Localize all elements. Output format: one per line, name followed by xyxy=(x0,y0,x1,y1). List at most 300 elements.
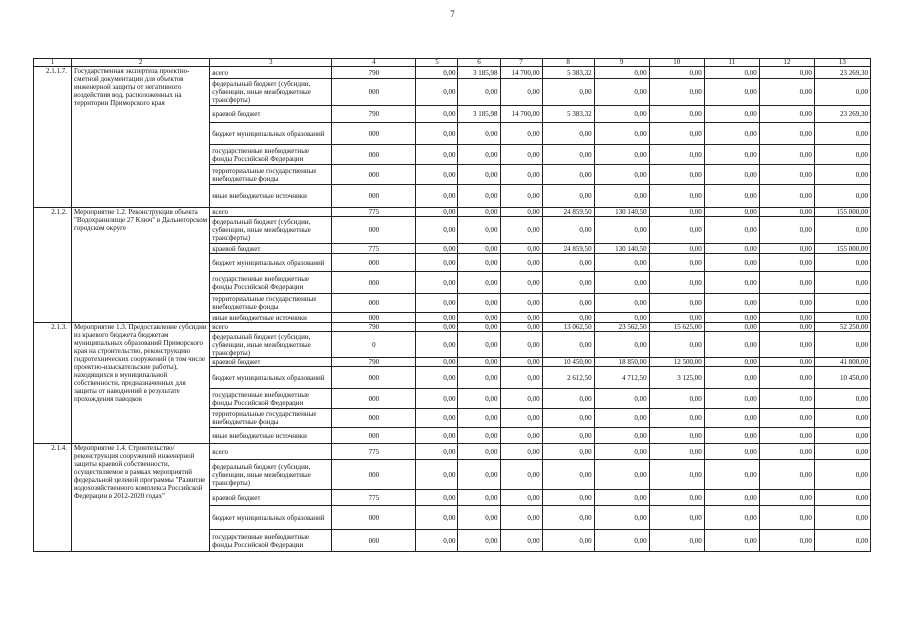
amount-cell: 0,00 xyxy=(704,254,759,272)
amount-cell: 0,00 xyxy=(594,506,649,530)
funding-source: всего xyxy=(210,67,332,79)
item-number: 2.1.3. xyxy=(34,323,72,444)
funding-source: иные внебюджетные источники xyxy=(210,428,332,444)
amount-cell: 0,00 xyxy=(542,145,594,165)
amount-cell: 0,00 xyxy=(759,530,814,552)
amount-cell: 0,00 xyxy=(759,367,814,389)
amount-cell: 0,00 xyxy=(759,323,814,332)
funding-source: федеральный бюджет (субсидии, субвенции, иные межбюджетные трансферты) xyxy=(210,79,332,106)
amount-cell: 23 562,50 xyxy=(594,323,649,332)
funding-source: государственные внебюджетные фонды Российской Федерации xyxy=(210,530,332,552)
amount-cell: 13 062,50 xyxy=(542,323,594,332)
amount-cell: 0,00 xyxy=(500,444,542,460)
budget-code: 790 xyxy=(332,106,416,123)
amount-cell: 0,00 xyxy=(416,208,458,217)
amount-cell: 0,00 xyxy=(704,444,759,460)
amount-cell: 0,00 xyxy=(594,428,649,444)
budget-code: 000 xyxy=(332,272,416,294)
amount-cell: 0,00 xyxy=(704,358,759,367)
amount-cell: 0,00 xyxy=(704,428,759,444)
amount-cell: 0,00 xyxy=(500,358,542,367)
amount-cell: 52 250,00 xyxy=(814,323,870,332)
amount-cell: 0,00 xyxy=(814,460,870,490)
amount-cell: 0,00 xyxy=(416,165,458,185)
amount-cell: 0,00 xyxy=(704,79,759,106)
amount-cell: 0,00 xyxy=(814,217,870,244)
item-name: Мероприятие 1.3. Предоставление субсидии из краевого бюджета бюджетам муниципальных образований Приморского края на строительство, реконструкцию гидротехнических сооружений (в том числе проектно-изыскательские работы), находящихся в муниципальной собственности, предназначенных для защиты от наводнений в результате прохождения паводков xyxy=(72,323,210,444)
budget-code: 000 xyxy=(332,530,416,552)
item-name: Государственная экспертиза проектно-сметной документации для объектов инженерной защиты от негативного воздействия вод, расположенных на территории Приморского края xyxy=(72,67,210,208)
budget-code: 000 xyxy=(332,165,416,185)
funding-source: краевой бюджет xyxy=(210,490,332,506)
amount-cell: 0,00 xyxy=(542,185,594,208)
amount-cell: 0,00 xyxy=(416,123,458,145)
amount-cell: 0,00 xyxy=(416,254,458,272)
table-body xyxy=(34,67,871,552)
amount-cell: 0,00 xyxy=(500,389,542,409)
amount-cell: 0,00 xyxy=(759,294,814,313)
amount-cell: 0,00 xyxy=(594,313,649,323)
amount-cell: 0,00 xyxy=(759,272,814,294)
amount-cell: 0,00 xyxy=(814,272,870,294)
amount-cell: 0,00 xyxy=(500,332,542,358)
budget-code: 000 xyxy=(332,389,416,409)
budget-code: 775 xyxy=(332,208,416,217)
funding-source: бюджет муниципальных образований xyxy=(210,254,332,272)
amount-cell: 14 700,00 xyxy=(500,106,542,123)
amount-cell: 0,00 xyxy=(542,294,594,313)
amount-cell: 0,00 xyxy=(704,332,759,358)
amount-cell: 0,00 xyxy=(594,444,649,460)
amount-cell: 0,00 xyxy=(542,254,594,272)
funding-source: иные внебюджетные источники xyxy=(210,313,332,323)
budget-table xyxy=(33,58,871,552)
amount-cell: 0,00 xyxy=(649,79,704,106)
amount-cell: 0,00 xyxy=(542,165,594,185)
item-number: 2.1.2. xyxy=(34,208,72,323)
amount-cell: 0,00 xyxy=(416,145,458,165)
table-row xyxy=(34,444,871,460)
amount-cell: 155 000,00 xyxy=(814,244,870,254)
amount-cell: 0,00 xyxy=(500,272,542,294)
amount-cell: 0,00 xyxy=(594,217,649,244)
amount-cell: 0,00 xyxy=(500,217,542,244)
amount-cell: 0,00 xyxy=(542,530,594,552)
amount-cell: 0,00 xyxy=(594,490,649,506)
amount-cell: 0,00 xyxy=(814,490,870,506)
amount-cell: 14 700,00 xyxy=(500,67,542,79)
amount-cell: 0,00 xyxy=(759,185,814,208)
amount-cell: 0,00 xyxy=(594,294,649,313)
amount-cell: 0,00 xyxy=(416,185,458,208)
amount-cell: 0,00 xyxy=(704,165,759,185)
amount-cell: 0,00 xyxy=(814,332,870,358)
header-cell: 3 xyxy=(210,59,332,67)
amount-cell: 0,00 xyxy=(649,332,704,358)
amount-cell: 0,00 xyxy=(649,185,704,208)
amount-cell: 0,00 xyxy=(759,67,814,79)
item-name: Мероприятие 1.2. Реконструкция объекта "Водохранилище 27 Ключ" в Дальнегорском городском округе xyxy=(72,208,210,323)
budget-code: 000 xyxy=(332,367,416,389)
amount-cell: 0,00 xyxy=(704,530,759,552)
amount-cell: 0,00 xyxy=(759,244,814,254)
funding-source: территориальные государственные внебюджетные фонды xyxy=(210,294,332,313)
amount-cell: 0,00 xyxy=(759,254,814,272)
amount-cell: 0,00 xyxy=(759,79,814,106)
amount-cell: 24 859,50 xyxy=(542,208,594,217)
amount-cell: 0,00 xyxy=(458,208,500,217)
amount-cell: 0,00 xyxy=(416,313,458,323)
amount-cell: 0,00 xyxy=(542,389,594,409)
amount-cell: 0,00 xyxy=(649,389,704,409)
amount-cell: 3 185,98 xyxy=(458,106,500,123)
amount-cell: 0,00 xyxy=(416,358,458,367)
header-row xyxy=(34,59,871,67)
amount-cell: 0,00 xyxy=(500,254,542,272)
amount-cell: 0,00 xyxy=(594,185,649,208)
amount-cell: 0,00 xyxy=(416,444,458,460)
amount-cell: 0,00 xyxy=(814,530,870,552)
funding-source: всего xyxy=(210,323,332,332)
amount-cell: 0,00 xyxy=(759,358,814,367)
budget-code: 000 xyxy=(332,185,416,208)
amount-cell: 0,00 xyxy=(542,506,594,530)
amount-cell: 0,00 xyxy=(500,323,542,332)
amount-cell: 0,00 xyxy=(416,389,458,409)
amount-cell: 0,00 xyxy=(458,409,500,428)
amount-cell: 0,00 xyxy=(814,145,870,165)
amount-cell: 0,00 xyxy=(649,444,704,460)
amount-cell: 0,00 xyxy=(458,428,500,444)
amount-cell: 0,00 xyxy=(458,244,500,254)
funding-source: краевой бюджет xyxy=(210,358,332,367)
amount-cell: 0,00 xyxy=(500,145,542,165)
header-cell: 2 xyxy=(72,59,210,67)
header-cell: 11 xyxy=(704,59,759,67)
amount-cell: 0,00 xyxy=(416,428,458,444)
amount-cell: 0,00 xyxy=(704,294,759,313)
budget-code: 000 xyxy=(332,313,416,323)
budget-code: 000 xyxy=(332,409,416,428)
amount-cell: 0,00 xyxy=(704,323,759,332)
amount-cell: 0,00 xyxy=(704,460,759,490)
amount-cell: 0,00 xyxy=(759,332,814,358)
amount-cell: 0,00 xyxy=(649,106,704,123)
amount-cell: 0,00 xyxy=(704,367,759,389)
amount-cell: 0,00 xyxy=(458,79,500,106)
amount-cell: 0,00 xyxy=(458,185,500,208)
amount-cell: 0,00 xyxy=(500,506,542,530)
amount-cell: 0,00 xyxy=(759,165,814,185)
amount-cell: 0,00 xyxy=(500,165,542,185)
amount-cell: 0,00 xyxy=(649,254,704,272)
table-row xyxy=(34,67,871,79)
amount-cell: 0,00 xyxy=(704,145,759,165)
amount-cell: 0,00 xyxy=(814,254,870,272)
amount-cell: 0,00 xyxy=(416,506,458,530)
amount-cell: 5 383,32 xyxy=(542,106,594,123)
amount-cell: 0,00 xyxy=(649,67,704,79)
budget-code: 000 xyxy=(332,145,416,165)
amount-cell: 0,00 xyxy=(649,272,704,294)
funding-source: бюджет муниципальных образований xyxy=(210,367,332,389)
amount-cell: 0,00 xyxy=(458,460,500,490)
funding-source: территориальные государственные внебюджетные фонды xyxy=(210,409,332,428)
budget-code: 000 xyxy=(332,428,416,444)
amount-cell: 0,00 xyxy=(458,145,500,165)
funding-source: всего xyxy=(210,208,332,217)
budget-code: 790 xyxy=(332,67,416,79)
amount-cell: 0,00 xyxy=(416,460,458,490)
amount-cell: 0,00 xyxy=(814,185,870,208)
amount-cell: 0,00 xyxy=(416,323,458,332)
amount-cell: 0,00 xyxy=(416,332,458,358)
amount-cell: 0,00 xyxy=(649,490,704,506)
funding-source: бюджет муниципальных образований xyxy=(210,506,332,530)
amount-cell: 0,00 xyxy=(500,79,542,106)
budget-code: 775 xyxy=(332,444,416,460)
funding-source: краевой бюджет xyxy=(210,106,332,123)
amount-cell: 10 450,00 xyxy=(542,358,594,367)
amount-cell: 0,00 xyxy=(814,428,870,444)
amount-cell: 23 269,30 xyxy=(814,106,870,123)
amount-cell: 0,00 xyxy=(704,208,759,217)
amount-cell: 0,00 xyxy=(594,165,649,185)
amount-cell: 0,00 xyxy=(759,444,814,460)
amount-cell: 0,00 xyxy=(416,106,458,123)
amount-cell: 0,00 xyxy=(500,530,542,552)
amount-cell: 0,00 xyxy=(416,244,458,254)
amount-cell: 0,00 xyxy=(759,506,814,530)
header-cell: 10 xyxy=(649,59,704,67)
budget-code: 000 xyxy=(332,254,416,272)
funding-source: государственные внебюджетные фонды Российской Федерации xyxy=(210,389,332,409)
budget-code: 775 xyxy=(332,490,416,506)
page-number: 7 xyxy=(450,9,455,19)
amount-cell: 0,00 xyxy=(814,506,870,530)
budget-code: 0 xyxy=(332,332,416,358)
header-cell: 7 xyxy=(500,59,542,67)
amount-cell: 0,00 xyxy=(416,409,458,428)
amount-cell: 0,00 xyxy=(500,244,542,254)
amount-cell: 0,00 xyxy=(814,165,870,185)
amount-cell: 0,00 xyxy=(416,79,458,106)
amount-cell: 0,00 xyxy=(500,123,542,145)
amount-cell: 0,00 xyxy=(649,145,704,165)
budget-code: 000 xyxy=(332,506,416,530)
header-cell: 6 xyxy=(458,59,500,67)
amount-cell: 0,00 xyxy=(759,428,814,444)
amount-cell: 0,00 xyxy=(704,490,759,506)
funding-source: территориальные государственные внебюджетные фонды xyxy=(210,165,332,185)
amount-cell: 0,00 xyxy=(649,428,704,444)
amount-cell: 0,00 xyxy=(594,332,649,358)
amount-cell: 0,00 xyxy=(594,106,649,123)
amount-cell: 0,00 xyxy=(649,313,704,323)
amount-cell: 0,00 xyxy=(500,409,542,428)
amount-cell: 0,00 xyxy=(500,428,542,444)
amount-cell: 12 500,00 xyxy=(649,358,704,367)
item-number: 2.1.4. xyxy=(34,444,72,552)
header-cell: 13 xyxy=(814,59,870,67)
amount-cell: 0,00 xyxy=(458,272,500,294)
funding-source: федеральный бюджет (субсидии, субвенции, иные межбюджетные трансферты) xyxy=(210,460,332,490)
header-cell: 1 xyxy=(34,59,72,67)
budget-code: 775 xyxy=(332,244,416,254)
budget-code: 000 xyxy=(332,123,416,145)
amount-cell: 0,00 xyxy=(458,506,500,530)
amount-cell: 0,00 xyxy=(416,294,458,313)
amount-cell: 0,00 xyxy=(416,490,458,506)
funding-source: государственные внебюджетные фонды Российской Федерации xyxy=(210,272,332,294)
amount-cell: 0,00 xyxy=(500,460,542,490)
amount-cell: 0,00 xyxy=(542,272,594,294)
amount-cell: 0,00 xyxy=(594,79,649,106)
amount-cell: 0,00 xyxy=(458,389,500,409)
amount-cell: 0,00 xyxy=(542,444,594,460)
amount-cell: 0,00 xyxy=(704,217,759,244)
amount-cell: 0,00 xyxy=(649,409,704,428)
amount-cell: 0,00 xyxy=(704,244,759,254)
amount-cell: 0,00 xyxy=(458,332,500,358)
amount-cell: 0,00 xyxy=(458,367,500,389)
amount-cell: 0,00 xyxy=(814,294,870,313)
amount-cell: 0,00 xyxy=(759,389,814,409)
amount-cell: 0,00 xyxy=(458,294,500,313)
amount-cell: 2 612,50 xyxy=(542,367,594,389)
header-cell: 8 xyxy=(542,59,594,67)
amount-cell: 0,00 xyxy=(814,313,870,323)
amount-cell: 0,00 xyxy=(594,272,649,294)
amount-cell: 0,00 xyxy=(458,123,500,145)
amount-cell: 0,00 xyxy=(649,506,704,530)
amount-cell: 41 800,00 xyxy=(814,358,870,367)
amount-cell: 0,00 xyxy=(814,123,870,145)
amount-cell: 0,00 xyxy=(759,217,814,244)
amount-cell: 0,00 xyxy=(704,389,759,409)
amount-cell: 0,00 xyxy=(542,332,594,358)
amount-cell: 0,00 xyxy=(416,272,458,294)
budget-code: 000 xyxy=(332,294,416,313)
amount-cell: 0,00 xyxy=(649,165,704,185)
budget-code: 790 xyxy=(332,323,416,332)
amount-cell: 0,00 xyxy=(704,67,759,79)
amount-cell: 0,00 xyxy=(500,208,542,217)
item-number: 2.1.1.7. xyxy=(34,67,72,208)
amount-cell: 0,00 xyxy=(500,294,542,313)
amount-cell: 0,00 xyxy=(759,123,814,145)
amount-cell: 0,00 xyxy=(759,490,814,506)
amount-cell: 0,00 xyxy=(458,530,500,552)
budget-code: 000 xyxy=(332,460,416,490)
header-cell: 12 xyxy=(759,59,814,67)
amount-cell: 0,00 xyxy=(649,208,704,217)
amount-cell: 0,00 xyxy=(542,79,594,106)
amount-cell: 0,00 xyxy=(594,530,649,552)
table-row xyxy=(34,323,871,332)
amount-cell: 0,00 xyxy=(814,444,870,460)
funding-source: государственные внебюджетные фонды Российской Федерации xyxy=(210,145,332,165)
amount-cell: 0,00 xyxy=(759,106,814,123)
amount-cell: 0,00 xyxy=(458,313,500,323)
amount-cell: 0,00 xyxy=(649,217,704,244)
amount-cell: 155 000,00 xyxy=(814,208,870,217)
amount-cell: 0,00 xyxy=(542,123,594,145)
amount-cell: 0,00 xyxy=(594,67,649,79)
amount-cell: 0,00 xyxy=(594,460,649,490)
amount-cell: 3 125,00 xyxy=(649,367,704,389)
amount-cell: 0,00 xyxy=(542,313,594,323)
table-row xyxy=(34,208,871,217)
amount-cell: 0,00 xyxy=(704,185,759,208)
amount-cell: 0,00 xyxy=(704,409,759,428)
funding-source: федеральный бюджет (субсидии, субвенции, иные межбюджетные трансферты) xyxy=(210,332,332,358)
amount-cell: 0,00 xyxy=(594,409,649,428)
amount-cell: 0,00 xyxy=(458,444,500,460)
amount-cell: 0,00 xyxy=(458,254,500,272)
header-cell: 9 xyxy=(594,59,649,67)
amount-cell: 0,00 xyxy=(500,313,542,323)
amount-cell: 0,00 xyxy=(649,460,704,490)
funding-source: иные внебюджетные источники xyxy=(210,185,332,208)
amount-cell: 10 450,00 xyxy=(814,367,870,389)
amount-cell: 0,00 xyxy=(649,123,704,145)
amount-cell: 0,00 xyxy=(416,67,458,79)
amount-cell: 0,00 xyxy=(814,79,870,106)
amount-cell: 4 712,50 xyxy=(594,367,649,389)
amount-cell: 0,00 xyxy=(542,428,594,444)
budget-code: 000 xyxy=(332,217,416,244)
funding-source: федеральный бюджет (субсидии, субвенции, иные межбюджетные трансферты) xyxy=(210,217,332,244)
amount-cell: 0,00 xyxy=(594,145,649,165)
amount-cell: 0,00 xyxy=(594,123,649,145)
amount-cell: 0,00 xyxy=(814,389,870,409)
header-cell: 4 xyxy=(332,59,416,67)
budget-code: 000 xyxy=(332,79,416,106)
amount-cell: 0,00 xyxy=(759,409,814,428)
amount-cell: 0,00 xyxy=(594,389,649,409)
amount-cell: 0,00 xyxy=(759,208,814,217)
amount-cell: 0,00 xyxy=(704,123,759,145)
amount-cell: 0,00 xyxy=(542,460,594,490)
amount-cell: 0,00 xyxy=(542,409,594,428)
amount-cell: 0,00 xyxy=(704,313,759,323)
amount-cell: 15 625,00 xyxy=(649,323,704,332)
amount-cell: 0,00 xyxy=(704,506,759,530)
funding-source: бюджет муниципальных образований xyxy=(210,123,332,145)
amount-cell: 0,00 xyxy=(759,460,814,490)
amount-cell: 0,00 xyxy=(500,490,542,506)
amount-cell: 0,00 xyxy=(649,244,704,254)
amount-cell: 0,00 xyxy=(458,217,500,244)
amount-cell: 0,00 xyxy=(542,217,594,244)
amount-cell: 0,00 xyxy=(594,254,649,272)
amount-cell: 0,00 xyxy=(759,313,814,323)
amount-cell: 130 140,50 xyxy=(594,208,649,217)
header-cell: 5 xyxy=(416,59,458,67)
item-name: Мероприятие 1.4. Строительство/реконструкция сооружений инженерной защиты краевой собственности, осуществляемое в рамках мероприятий федеральной целевой программы "Развитие водохозяйственного комплекса Российской Федерации в 2012-2020 годах" xyxy=(72,444,210,552)
amount-cell: 0,00 xyxy=(542,490,594,506)
amount-cell: 0,00 xyxy=(416,367,458,389)
amount-cell: 0,00 xyxy=(416,217,458,244)
amount-cell: 5 383,32 xyxy=(542,67,594,79)
amount-cell: 0,00 xyxy=(416,530,458,552)
amount-cell: 0,00 xyxy=(458,165,500,185)
amount-cell: 18 850,00 xyxy=(594,358,649,367)
amount-cell: 0,00 xyxy=(500,185,542,208)
amount-cell: 3 185,98 xyxy=(458,67,500,79)
funding-source: всего xyxy=(210,444,332,460)
